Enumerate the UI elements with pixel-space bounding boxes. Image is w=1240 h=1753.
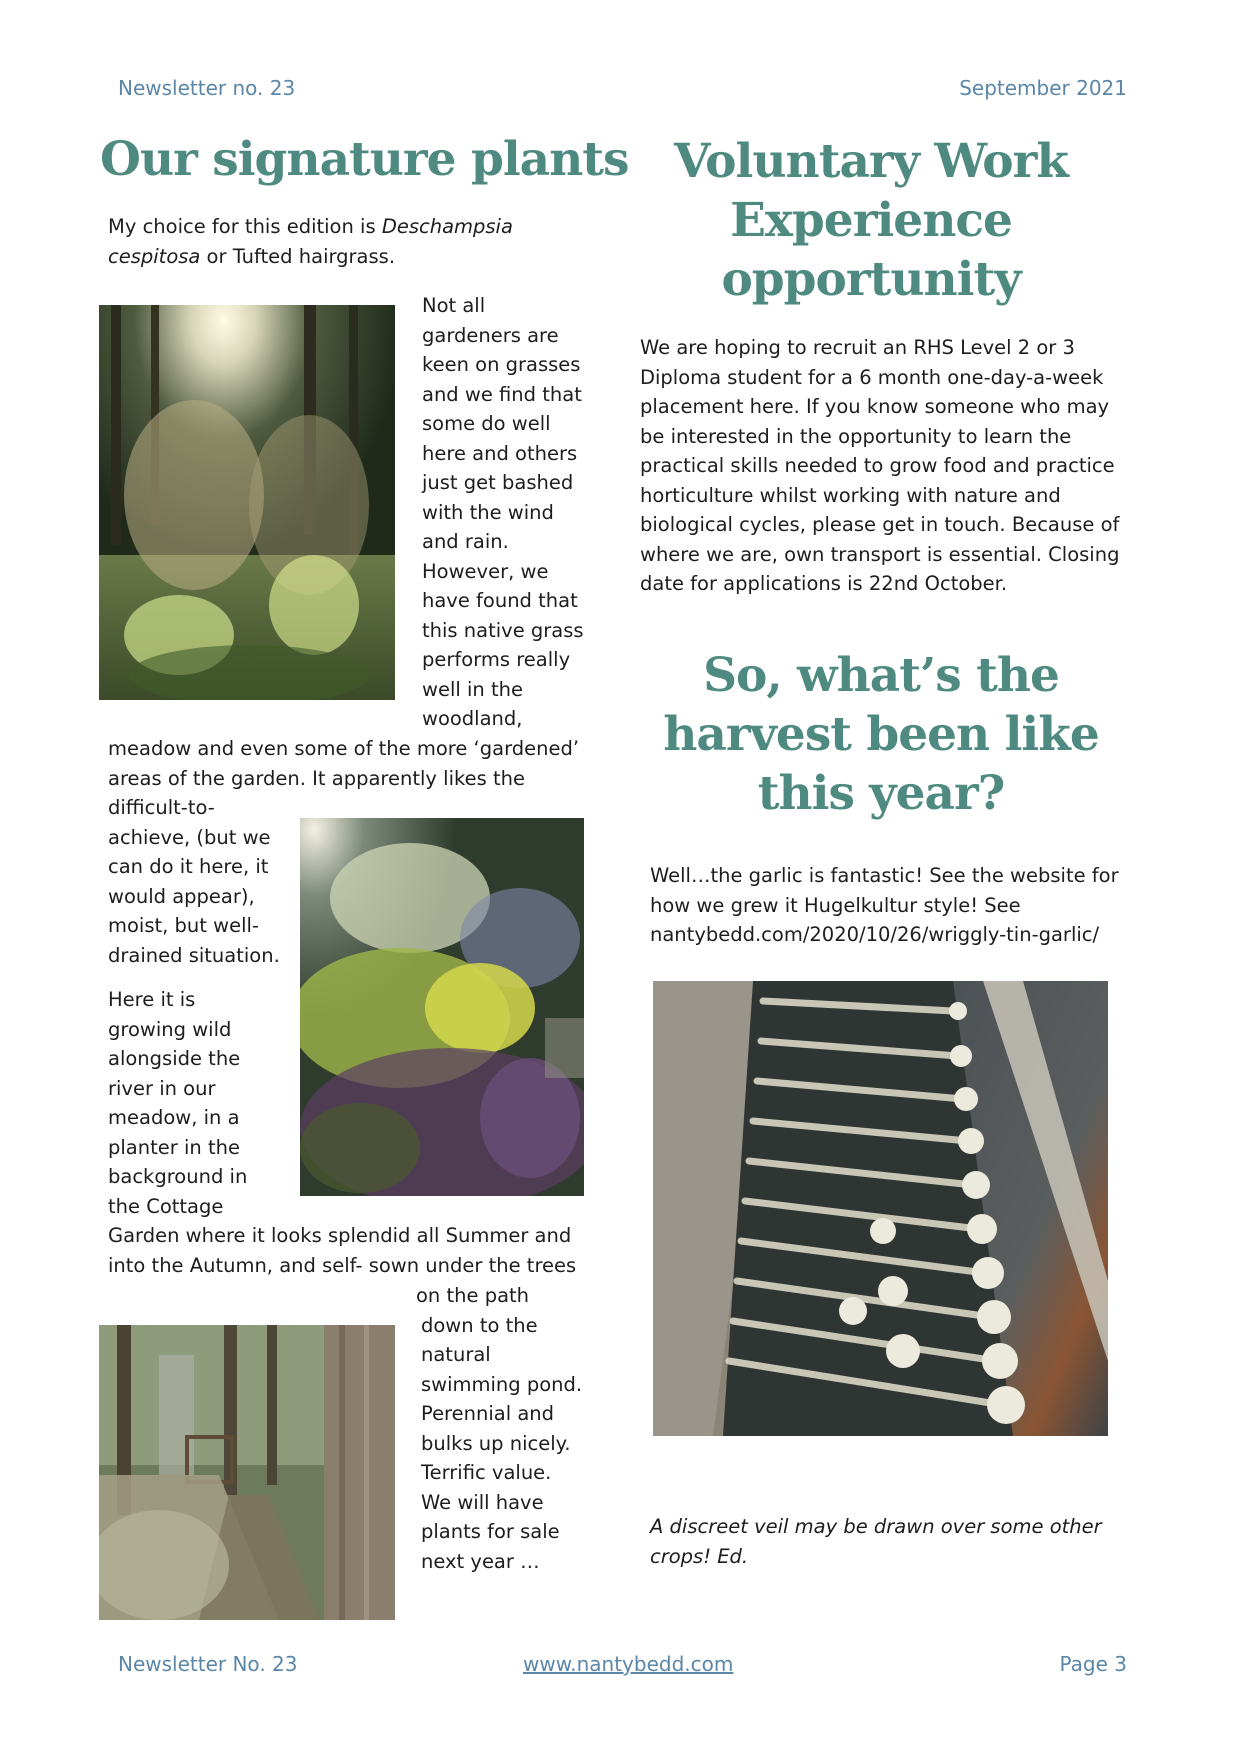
text-line: Diploma student for a 6 month one-day-a-week [640,365,1104,389]
text-line: meadow, in a [108,1106,240,1129]
text-line: keen on grasses [422,353,581,376]
para1-wide-lines [108,734,588,793]
text-line: Terrific value. [421,1461,552,1484]
text-line: growing wild [108,1017,232,1041]
harvest-body [650,861,1140,950]
text-line: achieve, (but we [108,825,271,849]
text-line: planter in the [108,1135,240,1159]
text-line: where we are, own transport is essential. Closing [640,542,1120,566]
text-line: plants for sale [421,1520,560,1543]
text-line: can do it here, it [108,855,269,878]
para2-wide-lines [108,1221,588,1280]
text-line: A discreet veil may be drawn over some other [650,1515,1102,1538]
text-line: have found that [422,589,578,612]
text-line: on the path [416,1284,530,1307]
text-line: We are hoping to recruit an RHS Level 2 or 3 [640,336,1075,359]
footer-page-number: Page 3 [1059,1652,1127,1676]
text-line: how we grew it Hugelkultur style! See [650,893,1021,917]
text-line: bulks up nicely. [421,1431,571,1455]
text-line: alongside the [108,1047,241,1070]
text-line: down to the [421,1313,538,1337]
harvest-caption [650,1512,1140,1571]
text-line: areas of the garden. It apparently likes the [108,766,525,790]
title-line: Voluntary Work [674,134,1068,189]
text-line: Here it is [108,988,196,1011]
intro-text-end: or Tufted hairgrass. [200,244,396,268]
text-line: horticulture whilst working with nature and [640,483,1061,507]
voluntary-work-title [636,132,1106,309]
pond-path-photo [99,1325,395,1620]
text-line: Not all [422,294,486,317]
text-line: be interested in the opportunity to learn the [640,424,1072,448]
para1-narrow-lines [108,793,288,970]
signature-plants-title: Our signature plants [100,132,629,187]
text-line: placement here. If you know someone who may [640,395,1110,418]
signature-plants-intro [108,212,528,271]
text-line: the Cottage [108,1194,224,1218]
voluntary-work-body [640,333,1130,599]
woodland-grass-photo [99,305,395,700]
title-line: So, what’s the [703,648,1059,703]
title-line: harvest been like [663,707,1099,762]
title-line: this year? [757,766,1005,821]
text-line: some do well [422,412,551,435]
text-line: with the wind [422,500,554,524]
text-line: here and others [422,441,578,465]
text-line: woodland, [422,707,523,730]
para2-tail-column [416,1281,606,1576]
text-line: practical skills needed to grow food and practice [640,454,1115,477]
text-line: moist, but well- [108,914,259,937]
text-line: natural [421,1343,491,1366]
text-line: Well…the garlic is fantastic! See the website for [650,864,1119,887]
text-line: Perennial and [421,1402,555,1425]
title-line: opportunity [721,252,1021,307]
text-line: river in our [108,1076,216,1100]
text-line: nantybedd.com/2020/10/26/wriggly-tin-garlic/ [650,923,1100,946]
para1-narrow-column [422,291,602,734]
header-date: September 2021 [959,76,1127,100]
text-line: into the Autumn, and self- sown under the trees [108,1253,577,1277]
text-line: performs really [422,648,571,671]
text-line: just get bashed [422,471,574,494]
text-line: this native grass [422,618,584,642]
text-line: We will have [421,1490,544,1514]
header-newsletter-number: Newsletter no. 23 [118,76,296,100]
text-line: meadow and even some of the more ‘gardened’ [108,737,580,760]
text-line: difficult-to- [108,796,215,819]
title-line: Experience [730,193,1012,248]
harvest-title [646,646,1116,823]
intro-text: My choice for this edition is [108,215,382,238]
text-line: and rain. [422,530,509,553]
text-line: Garden where it looks splendid all Summer and [108,1224,572,1247]
text-line: background in [108,1165,248,1188]
text-line: and we find that [422,382,582,406]
species-name: Deschampsia cespitosa [108,215,513,268]
text-line: would appear), [108,884,255,908]
footer-newsletter-number: Newsletter No. 23 [118,1652,298,1676]
text-line: crops! Ed. [650,1544,749,1568]
text-line: swimming pond. [421,1372,583,1396]
text-line: date for applications is 22nd October. [640,572,1008,595]
text-line: well in the [422,677,523,701]
text-line: gardeners are [422,323,559,347]
text-line: next year … [421,1549,540,1573]
footer-website-link[interactable]: www.nantybedd.com [523,1652,734,1676]
text-line: biological cycles, please get in touch. Because of [640,513,1120,536]
text-line: However, we [422,559,549,583]
garlic-harvest-photo [653,981,1108,1436]
cottage-garden-photo [300,818,584,1196]
text-line: drained situation. [108,943,280,967]
para2-narrow-column [108,985,288,1221]
